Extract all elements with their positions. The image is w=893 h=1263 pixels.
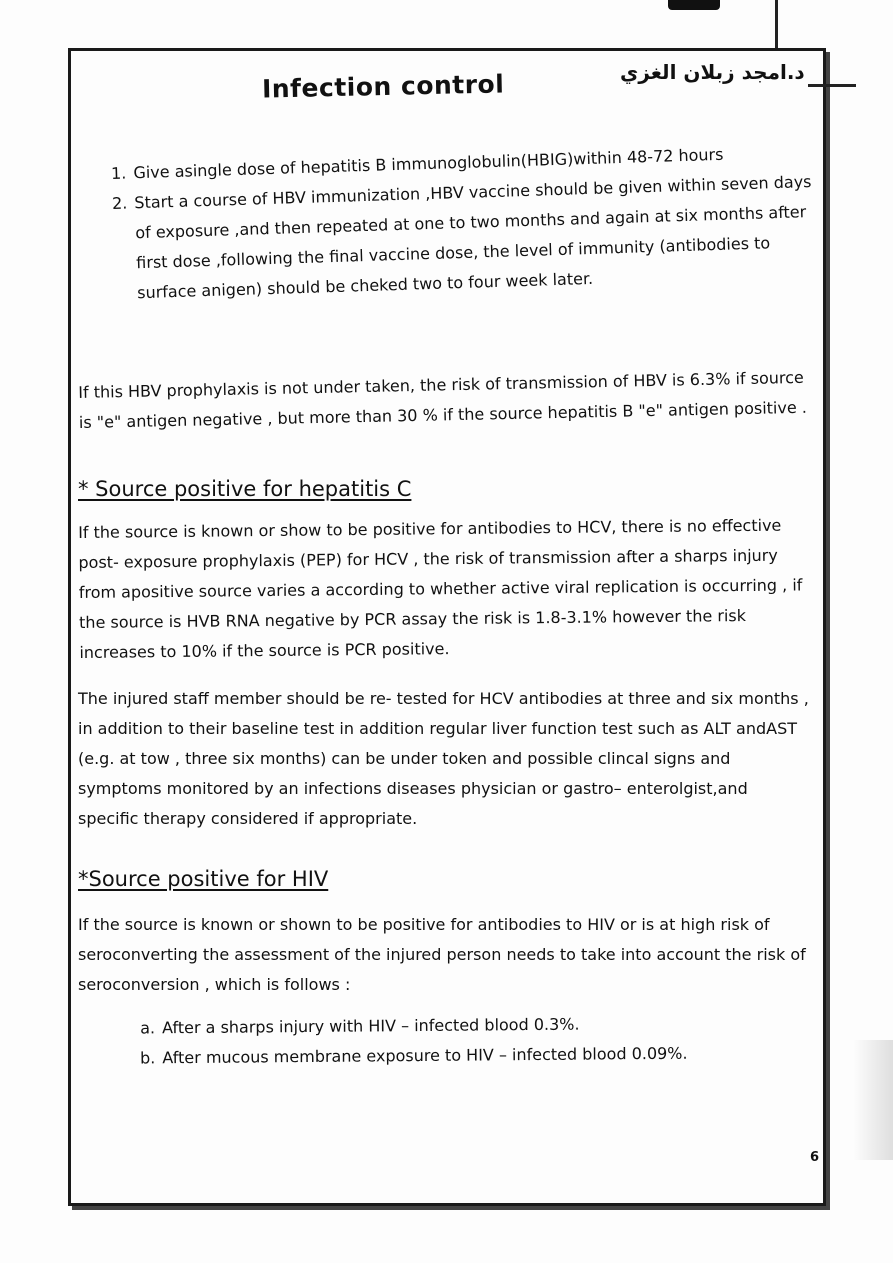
hcv-section-heading: * Source positive for hepatitis C — [78, 477, 412, 501]
hiv-risk-list — [78, 1008, 812, 1074]
scan-edge-line — [775, 0, 778, 48]
hcv-paragraph-2: The injured staff member should be re- tested for HCV antibodies at three and six months , in addition to their baseline test in addition regular liver function test such as ALT andAST (e.g. at tow , three six months) can be under token and possible clincal signs and symptoms monitored by an infections diseases physician or gastro– enterolgist,and specific therapy considered if appropriate. — [78, 689, 809, 828]
list-item: 2. Start a course of HBV immunization ,HBV vaccine should be given within seven days of exposure ,and then repeated at one to two months and again at six months after first dose ,following the final vaccine dose, the level of immunity (antibodies to surface anigen) should be cheked two to four week later. — [132, 167, 816, 308]
hbv-steps-list — [78, 137, 816, 310]
list-item: 1. Give asingle dose of hepatitis B immunoglobulin(HBIG)within 48-72 hours — [131, 137, 813, 188]
list-item: b. After mucous membrane exposure to HIV – infected blood 0.09%. — [160, 1038, 812, 1074]
hcv-paragraph-1: If the source is known or show to be positive for antibodies to HCV, there is no effective post- exposure prophylaxis (PEP) for HCV , the risk of transmission after a sharps injury from apositive source varies a according to whether active viral replication is occurring , if the source is HVB RNA negative by PCR assay the risk is 1.8-3.1% however the risk increases to 10% if the source is PCR positive. — [78, 515, 803, 662]
scan-top-mark — [668, 0, 720, 10]
page-title: Infection control — [261, 69, 505, 104]
list-item: a. After a sharps injury with HIV – infected blood 0.3%. — [160, 1008, 812, 1044]
document-body — [78, 144, 812, 1074]
author-name: د.امجد زبلان الغزي — [620, 60, 805, 84]
scan-shadow — [853, 1040, 893, 1160]
hiv-paragraph: If the source is known or shown to be positive for antibodies to HIV or is at high risk of seroconverting the assessment of the injured person needs to take into account the risk of seroconversion , which is follows : — [78, 915, 806, 994]
frame-corner-mark — [808, 84, 856, 87]
page-number: 6 — [810, 1150, 820, 1165]
hiv-section-heading: *Source positive for HIV — [78, 867, 329, 891]
hbv-risk-paragraph: If this HBV prophylaxis is not under taken, the risk of transmission of HBV is 6.3% if source is "e" antigen negative , but more than 30 % if the source hepatitis B "e" antigen positive . — [78, 367, 808, 432]
